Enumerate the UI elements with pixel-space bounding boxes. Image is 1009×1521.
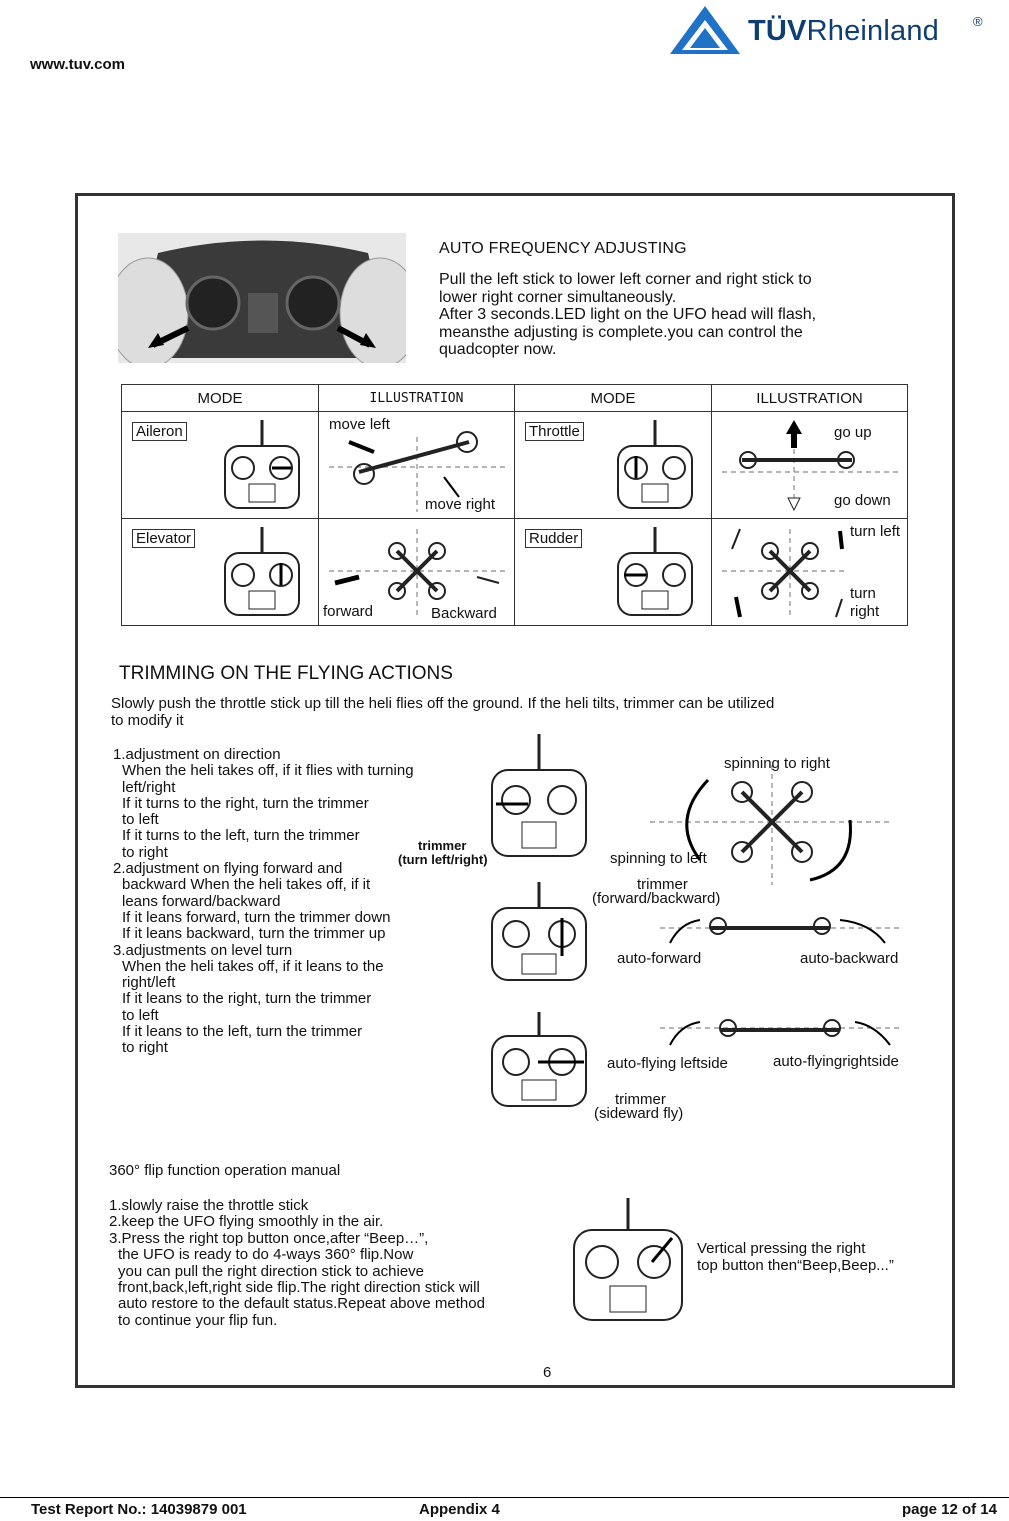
drone-side-illustration	[660, 908, 900, 948]
forward-label: forward	[323, 603, 374, 620]
trimming-intro: Slowly push the throttle stick up till the heli flies off the ground. If the heli tilts, trimmer can be utilized to modify it	[111, 695, 775, 729]
col-header-mode: MODE	[515, 385, 712, 412]
test-report-number: Test Report No.: 14039879 001	[31, 1501, 247, 1518]
auto-backward-label: auto-backward	[800, 950, 899, 967]
elevator-illustration-cell	[319, 519, 515, 626]
turn-label: turn	[850, 585, 876, 602]
mode-table	[121, 384, 908, 626]
manual-page-number: 6	[543, 1364, 552, 1381]
flip-title: 360° flip function operation manual	[109, 1162, 341, 1179]
auto-flying-rightside-label: auto-flyingrightside	[773, 1053, 899, 1070]
drone-rotate-illustration	[712, 519, 908, 625]
auto-frequency-title: AUTO FREQUENCY ADJUSTING	[439, 240, 687, 257]
turn-left-label: turn left	[850, 523, 901, 540]
elevator-mode-cell	[122, 519, 319, 626]
spinning-right-label: spinning to right	[724, 755, 830, 772]
remote-controller-icon	[610, 525, 700, 620]
remote-controller-icon	[484, 732, 594, 862]
right-label: right	[850, 603, 880, 620]
drone-spin-illustration	[650, 760, 890, 890]
tuv-logo-triangle-icon	[668, 2, 742, 58]
rudder-label: Rudder	[525, 529, 582, 548]
flip-note: Vertical pressing the right top button then“Beep,Beep...”	[697, 1240, 894, 1274]
remote-controller-icon	[217, 418, 307, 513]
drone-tilt-illustration	[319, 412, 515, 518]
drone-side-illustration	[660, 1010, 900, 1050]
tuv-logo-text: TÜVRheinland	[748, 15, 940, 47]
rudder-mode-cell	[515, 519, 712, 626]
drone-top-view-illustration	[319, 519, 515, 625]
trimming-steps: 1.adjustment on direction When the heli takes off, if it flies with turning left/right If it turns to the right, turn the trimmer to left If it turns to the left, turn the trimmer to right 2.adjustment on flying forward and backward When the heli takes off, if it leans forward/backward If it leans forward, turn the trimmer down If it leans backward, turn the trimmer up 3.adjustments on level turn When the heli takes off, if it leans to the right/left If it leans to the right, turn the trimmer to left If it leans to the left, turn the trimmer to right	[113, 746, 414, 1057]
drone-vertical-illustration	[712, 412, 908, 518]
trimming-title: TRIMMING ON THE FLYING ACTIONS	[119, 663, 453, 684]
spinning-left-label: spinning to left	[610, 850, 707, 867]
controller-hands-photo	[118, 233, 406, 363]
remote-controller-icon	[217, 525, 307, 620]
throttle-mode-cell	[515, 412, 712, 519]
aileron-mode-cell	[122, 412, 319, 519]
go-down-label: go down	[834, 492, 891, 509]
website-url: www.tuv.com	[30, 56, 126, 73]
col-header-illustration: ILLUSTRATION	[319, 385, 515, 412]
aileron-label: Aileron	[132, 422, 187, 441]
appendix-label: Appendix 4	[419, 1501, 500, 1518]
registered-mark: ®	[973, 14, 983, 29]
trimmer-label: trimmer	[637, 876, 688, 893]
page-counter: page 12 of 14	[901, 1501, 997, 1518]
footer-divider	[0, 1497, 1009, 1498]
remote-controller-icon	[484, 1010, 594, 1110]
aileron-illustration-cell	[319, 412, 515, 519]
remote-controller-icon	[568, 1196, 688, 1324]
elevator-label: Elevator	[132, 529, 195, 548]
throttle-label: Throttle	[525, 422, 584, 441]
auto-frequency-text: Pull the left stick to lower left corner and right stick to lower right corner simultaneously. After 3 seconds.LED light on the UFO head will flash, meansthe adjusting is complete.you can control the quadcopter now.	[439, 271, 817, 358]
rudder-illustration-cell	[712, 519, 908, 626]
auto-forward-label: auto-forward	[617, 950, 702, 967]
go-up-label: go up	[834, 424, 872, 441]
throttle-illustration-cell	[712, 412, 908, 519]
flip-steps: 1.slowly raise the throttle stick 2.keep the UFO flying smoothly in the air. 3.Press the right top button once,after “Beep…”, the UFO is ready to do 4-ways 360° flip.Now you can pull the right direction stick to achieve front,back,left,right side flip.The right direction stick will auto restore to the default status.Repeat above method to continue your flip fun.	[109, 1197, 485, 1329]
remote-controller-icon	[484, 880, 594, 985]
auto-flying-leftside-label: auto-flying leftside	[607, 1055, 728, 1072]
backward-label: Backward	[431, 605, 497, 622]
trimmer-label: (sideward fly)	[594, 1105, 684, 1122]
trimmer-label: (forward/backward)	[592, 890, 721, 907]
trimmer-label: (turn left/right)	[398, 852, 488, 867]
move-right-label: move right	[425, 496, 496, 513]
remote-controller-icon	[610, 418, 700, 513]
col-header-illustration: ILLUSTRATION	[712, 385, 908, 412]
trimmer-label: trimmer	[615, 1091, 666, 1108]
move-left-label: move left	[329, 416, 390, 433]
trimmer-label: trimmer	[418, 838, 467, 853]
col-header-mode: MODE	[122, 385, 319, 412]
